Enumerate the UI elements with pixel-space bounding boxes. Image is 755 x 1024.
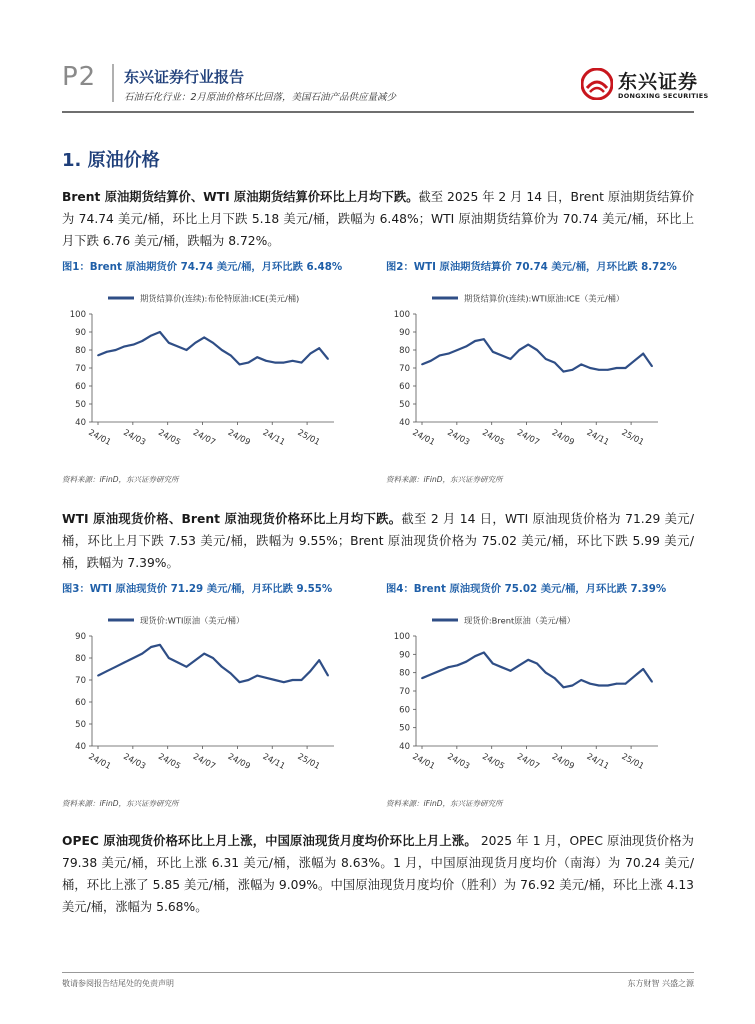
data-point <box>448 353 450 355</box>
report-subtitle: 石油石化行业：2月原油价格环比回落，美国石油产品供应量减少 <box>124 92 397 103</box>
data-point <box>274 362 276 364</box>
x-tick-label: 24/11 <box>261 426 288 447</box>
footer-disclaimer: 敬请参阅报告结尾处的免责声明 <box>62 979 174 988</box>
y-tick-label: 70 <box>399 364 410 374</box>
legend-label: 期货结算价(连续):WTI原油:ICE（美元/桶） <box>464 293 625 304</box>
data-point <box>133 657 135 659</box>
y-tick-label: 90 <box>75 632 86 642</box>
data-point <box>430 674 432 676</box>
data-point <box>527 659 529 661</box>
paragraph-futures-body: 截至 2025 年 2 月 14 日，Brent 原油期货结算价为 74.74 美元/桶，环比上月下跌 5.18 美元/桶，跌幅为 6.48%；WTI 原油期货结算价为 70.74 美元/桶，环比上月下跌 6.76 美元/桶，跌幅为 8.72%。 <box>62 190 694 248</box>
paragraph-opec <box>62 830 694 918</box>
data-point <box>283 362 285 364</box>
data-point <box>221 666 223 668</box>
data-point <box>212 342 214 344</box>
data-point <box>141 653 143 655</box>
x-tick-label: 24/05 <box>480 426 507 447</box>
data-point <box>616 367 618 369</box>
data-point <box>327 358 329 360</box>
data-point <box>474 655 476 657</box>
paragraph-spot <box>62 508 694 574</box>
data-point <box>186 666 188 668</box>
header-rule <box>62 111 694 113</box>
y-tick-label: 40 <box>399 742 410 752</box>
data-point <box>439 670 441 672</box>
y-tick-label: 60 <box>399 705 410 716</box>
x-tick-label: 24/07 <box>191 426 218 447</box>
data-point <box>465 346 467 348</box>
x-tick-label: 25/01 <box>296 750 322 771</box>
data-point <box>563 371 565 373</box>
x-tick-label: 24/03 <box>121 750 148 771</box>
data-point <box>642 353 644 355</box>
legend-label: 现货价:WTI原油（美元/桶） <box>140 615 245 626</box>
data-point <box>159 644 161 646</box>
data-point <box>518 349 520 351</box>
x-tick-label: 24/01 <box>411 750 437 771</box>
x-tick-label: 24/03 <box>121 426 148 447</box>
figure-3-source: 资料来源：iFinD，东兴证券研究所 <box>62 799 179 808</box>
data-point <box>527 344 529 346</box>
data-point <box>133 344 135 346</box>
series-line <box>98 332 328 364</box>
data-point <box>256 675 258 677</box>
y-tick-label: 70 <box>399 687 410 697</box>
data-point <box>265 360 267 362</box>
paragraph-futures-lead: Brent 原油期货结算价、WTI 原油期货结算价环比上月均下跌。 <box>62 190 419 204</box>
data-point <box>168 657 170 659</box>
data-point <box>168 342 170 344</box>
data-point <box>633 360 635 362</box>
data-point <box>150 646 152 648</box>
data-point <box>616 683 618 685</box>
data-point <box>115 666 117 668</box>
data-point <box>239 364 241 366</box>
data-point <box>563 686 565 688</box>
x-tick-label: 24/09 <box>226 750 253 771</box>
section-title: 1. 原油价格 <box>62 150 160 171</box>
data-point <box>598 369 600 371</box>
data-point <box>115 349 117 351</box>
data-point <box>292 679 294 681</box>
data-point <box>141 340 143 342</box>
data-point <box>194 342 196 344</box>
x-tick-label: 24/07 <box>191 750 218 771</box>
data-point <box>159 331 161 333</box>
x-tick-label: 24/09 <box>550 426 577 447</box>
data-point <box>177 662 179 664</box>
data-point <box>651 681 653 683</box>
y-tick-label: 80 <box>75 654 86 664</box>
data-point <box>248 679 250 681</box>
data-point <box>239 681 241 683</box>
data-point <box>265 677 267 679</box>
footer-rule <box>62 972 694 973</box>
y-tick-label: 100 <box>393 632 410 642</box>
x-tick-label: 24/03 <box>445 426 472 447</box>
x-tick-label: 24/11 <box>585 426 612 447</box>
data-point <box>483 652 485 654</box>
data-point <box>309 353 311 355</box>
data-point <box>230 673 232 675</box>
x-tick-label: 24/05 <box>156 426 183 447</box>
y-tick-label: 40 <box>75 418 86 428</box>
data-point <box>301 362 303 364</box>
figure-2-source: 资料来源：iFinD，东兴证券研究所 <box>386 475 503 484</box>
data-point <box>124 346 126 348</box>
x-tick-label: 24/03 <box>445 750 472 771</box>
logo-text-cn: 东兴证券 <box>618 71 699 93</box>
data-point <box>421 364 423 366</box>
x-tick-label: 24/07 <box>515 750 542 771</box>
data-point <box>439 355 441 357</box>
y-tick-label: 60 <box>75 698 86 708</box>
data-point <box>510 670 512 672</box>
data-point <box>177 346 179 348</box>
data-point <box>274 679 276 681</box>
x-tick-label: 25/01 <box>620 750 646 771</box>
figure-1-caption: 图1：Brent 原油期货价 74.74 美元/桶，月环比跌 6.48% <box>62 261 343 273</box>
data-point <box>292 360 294 362</box>
data-point <box>545 358 547 360</box>
data-point <box>309 670 311 672</box>
footer-motto: 东方财智 兴盛之源 <box>627 979 694 988</box>
x-tick-label: 24/05 <box>480 750 507 771</box>
data-point <box>301 679 303 681</box>
data-point <box>536 349 538 351</box>
data-point <box>97 355 99 357</box>
figure-3-chart <box>62 604 362 784</box>
data-point <box>580 679 582 681</box>
data-point <box>212 657 214 659</box>
y-tick-label: 60 <box>75 382 86 392</box>
figure-1-source: 资料来源：iFinD，东兴证券研究所 <box>62 475 179 484</box>
x-tick-label: 24/05 <box>156 750 183 771</box>
data-point <box>97 675 99 677</box>
data-point <box>554 677 556 679</box>
y-tick-label: 50 <box>75 400 86 410</box>
data-point <box>221 349 223 351</box>
data-point <box>492 351 494 353</box>
x-tick-label: 24/01 <box>411 426 437 447</box>
figure-1-chart <box>62 282 362 460</box>
legend-label: 期货结算价(连续):布伦特原油:ICE(美元/桶) <box>140 293 300 304</box>
y-tick-label: 100 <box>69 310 86 320</box>
data-point <box>642 668 644 670</box>
figure-4-source: 资料来源：iFinD，东兴证券研究所 <box>386 799 503 808</box>
data-point <box>430 360 432 362</box>
header-divider <box>112 64 114 102</box>
data-point <box>150 335 152 337</box>
data-point <box>501 355 503 357</box>
x-tick-label: 24/09 <box>550 750 577 771</box>
y-tick-label: 50 <box>399 400 410 410</box>
data-point <box>106 670 108 672</box>
figure-2-caption: 图2：WTI 原油期货结算价 70.74 美元/桶，月环比跌 8.72% <box>386 261 677 273</box>
figure-2-chart <box>386 282 686 460</box>
y-tick-label: 100 <box>393 310 410 320</box>
data-point <box>536 663 538 665</box>
figure-4-caption: 图4：Brent 原油现货价 75.02 美元/桶，月环比跌 7.39% <box>386 583 667 595</box>
data-point <box>203 653 205 655</box>
data-point <box>501 666 503 668</box>
series-line <box>422 653 652 688</box>
y-tick-label: 80 <box>399 346 410 356</box>
figure-4-chart <box>386 604 686 784</box>
data-point <box>572 685 574 687</box>
data-point <box>248 362 250 364</box>
data-point <box>589 683 591 685</box>
x-tick-label: 24/01 <box>87 750 113 771</box>
data-point <box>256 356 258 358</box>
data-point <box>186 349 188 351</box>
paragraph-spot-body: 截至 2 月 14 日，WTI 原油现货价格为 71.29 美元/桶，环比上月下跌 7.53 美元/桶，跌幅为 9.55%；Brent 原油现货价格为 75.02 美元/桶，环比下跌 5.99 美元/桶，跌幅为 7.39%。 <box>62 512 694 570</box>
data-point <box>457 349 459 351</box>
data-point <box>283 681 285 683</box>
data-point <box>589 367 591 369</box>
y-tick-label: 90 <box>399 650 410 661</box>
x-tick-label: 24/11 <box>261 750 288 771</box>
data-point <box>230 355 232 357</box>
data-point <box>106 351 108 353</box>
series-line <box>98 645 328 682</box>
page-number: P2 <box>62 62 97 92</box>
data-point <box>633 675 635 677</box>
y-tick-label: 70 <box>75 364 86 374</box>
y-tick-label: 50 <box>75 720 86 730</box>
data-point <box>651 365 653 367</box>
data-point <box>318 347 320 349</box>
data-point <box>492 663 494 665</box>
paragraph-opec-lead: OPEC 原油现货价格环比上月上涨，中国原油现货月度均价环比上月上涨。 <box>62 834 477 848</box>
y-tick-label: 80 <box>75 346 86 356</box>
data-point <box>457 664 459 666</box>
legend-label: 现货价:Brent原油（美元/桶） <box>464 615 576 626</box>
data-point <box>607 369 609 371</box>
data-point <box>194 659 196 661</box>
paragraph-opec-body: 2025 年 1 月，OPEC 原油现货价格为 79.38 美元/桶，环比上涨 6.31 美元/桶，涨幅为 8.63%。1 月，中国原油现货月度均价（南海）为 70.24 美元/桶，环比上涨了 5.85 美元/桶，涨幅为 9.09%。中国原油现货月度均价（胜利）为 76.92 美元/桶，环比上涨 4.13 美元/桶，涨幅为 5.68%。 <box>62 834 694 914</box>
data-point <box>318 659 320 661</box>
data-point <box>625 683 627 685</box>
y-tick-label: 70 <box>75 676 86 686</box>
y-tick-label: 60 <box>399 382 410 392</box>
data-point <box>572 369 574 371</box>
data-point <box>510 358 512 360</box>
data-point <box>518 664 520 666</box>
y-tick-label: 90 <box>75 328 86 338</box>
data-point <box>203 337 205 339</box>
data-point <box>607 685 609 687</box>
data-point <box>474 340 476 342</box>
x-tick-label: 24/01 <box>87 426 113 447</box>
x-tick-label: 25/01 <box>620 426 646 447</box>
data-point <box>554 362 556 364</box>
dongxing-logo-icon <box>581 68 613 100</box>
x-tick-label: 24/07 <box>515 426 542 447</box>
y-tick-label: 90 <box>399 328 410 338</box>
data-point <box>465 661 467 663</box>
data-point <box>545 672 547 674</box>
paragraph-spot-lead: WTI 原油现货价格、Brent 原油现货价格环比上月均下跌。 <box>62 512 402 526</box>
data-point <box>124 662 126 664</box>
x-tick-label: 24/11 <box>585 750 612 771</box>
data-point <box>421 677 423 679</box>
data-point <box>580 364 582 366</box>
y-tick-label: 80 <box>399 668 410 679</box>
data-point <box>598 685 600 687</box>
data-point <box>483 338 485 340</box>
paragraph-futures <box>62 186 694 252</box>
figure-3-caption: 图3：WTI 原油现货价 71.29 美元/桶，月环比跌 9.55% <box>62 583 333 595</box>
report-title: 东兴证券行业报告 <box>124 68 245 86</box>
x-tick-label: 25/01 <box>296 426 322 447</box>
y-tick-label: 40 <box>399 418 410 428</box>
x-tick-label: 24/09 <box>226 426 253 447</box>
logo-text-en: DONGXING SECURITIES <box>618 92 709 100</box>
data-point <box>625 367 627 369</box>
data-point <box>327 675 329 677</box>
data-point <box>448 666 450 668</box>
y-tick-label: 40 <box>75 742 86 752</box>
y-tick-label: 50 <box>399 723 410 734</box>
series-line <box>422 339 652 371</box>
